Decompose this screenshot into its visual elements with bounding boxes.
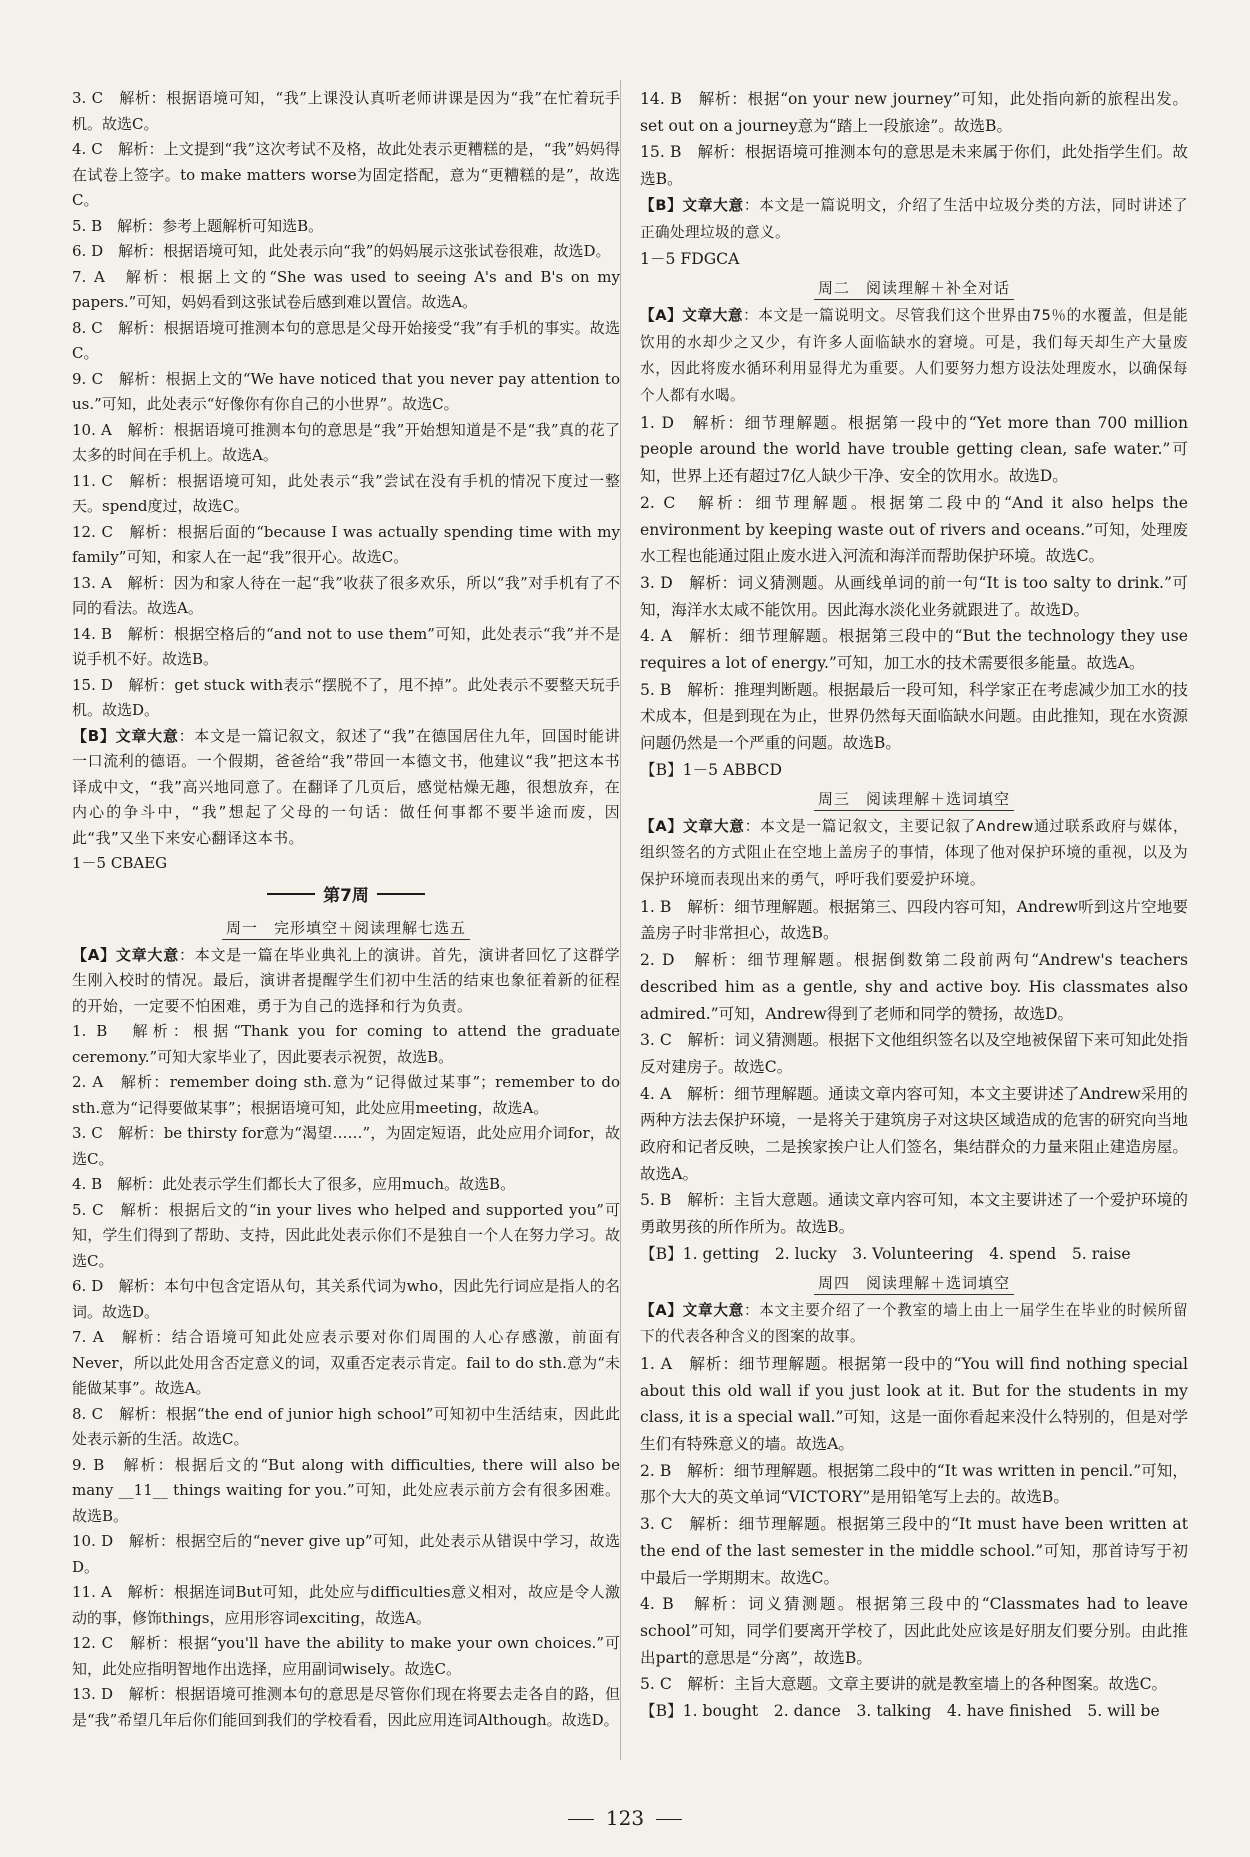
answer-item: 9. C 解析：根据上文的“We have noticed that you never pay attention to us.”可知，此处表示“好像你有你自己的小世界”。故选C。 (72, 369, 620, 413)
answer-item: 3. C 解析：词义猜测题。根据下文他组织签名以及空地被保留下来可知此处指反对建房子。故选C。 (640, 1031, 1188, 1076)
answer-item: 10. D 解析：根据空后的“never give up”可知，此处表示从错误中学习，故选D。 (72, 1532, 620, 1576)
answer-item: 2. C 解析：细节理解题。根据第二段中的“And it also helps the environment by keeping waste out of rivers and oceans.”可知，处理废水工程也能通过阻止废水进入河流和海洋而帮助保护环境。故选C。 (640, 493, 1188, 566)
answer-item: 11. A 解析：根据连词But可知，此处应与difficulties意义相对，故应是令人激动的事，修饰things，应用形容词exciting，故选A。 (72, 1583, 620, 1627)
answer-item: 9. B 解析：根据后文的“But along with difficulties, there will also be many __11__ things waiting for you.”可知，此处应表示前方会有很多困难。故选B。 (72, 1455, 620, 1525)
section-header-text: 周三 阅读理解＋选词填空 (814, 790, 1014, 811)
answer-item: 5. B 解析：推理判断题。根据最后一段可知，科学家正在考虑减少加工水的技术成本，但是到现在为止，世界仍然每天面临缺水问题。由此推知，现在水资源问题仍然是一个严重的问题。故选B。 (640, 680, 1188, 753)
page-footer (0, 1806, 1250, 1830)
title-rule (267, 893, 315, 895)
left-column (72, 86, 620, 1733)
answer-line: 1－5 CBAEG (72, 854, 168, 872)
answer-item: 1. B 解析：根据“Thank you for coming to attend the graduate ceremony.”可知大家毕业了，因此要表示祝贺，故选B。 (72, 1022, 620, 1066)
section-header (640, 273, 1188, 303)
answer-item: 3. C 解析：根据语境可知，“我”上课没认真听老师讲课是因为“我”在忙着玩手机。故选C。 (72, 89, 620, 133)
answers-block (72, 86, 620, 724)
footer-dash (656, 1819, 682, 1821)
answer-item: 1. B 解析：细节理解题。根据第三、四段内容可知，Andrew听到这片空地要盖房子时非常担心，故选B。 (640, 897, 1188, 943)
summary-text: ：本文是一篇记叙文，主要记叙了Andrew通过联系政府与媒体，组织签名的方式阻止在空地上盖房子的事情，体现了他对保护环境的重视，以及为保护环境而表现出来的勇气，呼吁我们要爱护环境。 (640, 817, 1188, 888)
answer-item: 14. B 解析：根据空格后的“and not to use them”可知，此处表示“我”并不是说手机不好。故选B。 (72, 624, 620, 668)
title-rule (377, 893, 425, 895)
answer-item: 7. A 解析：根据上文的“She was used to seeing A's and B's on my papers.”可知，妈妈看到这张试卷后感到难以置信。故选A。 (72, 267, 620, 311)
summary-paragraph (72, 724, 620, 852)
answer-item: 12. C 解析：根据后面的“because I was actually spending time with my family”可知，和家人在一起“我”很开心。故选C。 (72, 522, 620, 566)
footer-dash (568, 1819, 594, 1821)
answer-item: 15. B 解析：根据语境可推测本句的意思是未来属于你们，此处指学生们。故选B。 (640, 143, 1188, 189)
answer-line: 【B】1－5 ABBCD (640, 760, 782, 779)
summary-label: 【A】文章大意 (640, 1301, 744, 1319)
answer-item: 8. C 解析：根据“the end of junior high school”可知初中生活结束，因此此处表示新的生活。故选C。 (72, 1404, 620, 1448)
answer-item: 3. C 解析：细节理解题。根据第三段中的“It must have been written at the end of the last semester in the middle school.”可知，那首诗写于初中最后一学期期末。故选C。 (640, 1515, 1188, 1587)
answer-item: 3. C 解析：be thirsty for意为“渴望……”，为固定短语，此处应用介词for，故选C。 (72, 1124, 620, 1168)
answers-block (72, 1019, 620, 1733)
summary-label: 【B】文章大意 (640, 196, 744, 214)
week-title (72, 879, 620, 909)
answer-item: 13. D 解析：根据语境可推测本句的意思是尽管你们现在将要去走各自的路，但是“我”希望几年后你们能回到我们的学校看看，因此应用连词Although。故选D。 (72, 1685, 620, 1729)
section-header (72, 913, 620, 943)
column-divider (620, 80, 621, 1760)
answer-line: 1－5 FDGCA (640, 250, 740, 269)
summary-paragraph (640, 303, 1188, 410)
answer-item: 10. A 解析：根据语境可推测本句的意思是“我”开始想知道是不是“我”真的花了太多的时间在手机上。故选A。 (72, 420, 620, 464)
answer-item: 2. A 解析：remember doing sth.意为“记得做过某事”；remember to do sth.意为“记得要做某事”；根据语境可知，此处应用meeting，故选A。 (72, 1073, 620, 1117)
answers-block (640, 1351, 1188, 1698)
answer-item: 1. D 解析：细节理解题。根据第一段中的“Yet more than 700 million people around the world have trouble getting clean, safe water.”可知，世界上还有超过7亿人缺少干净、安全的饮用水。故选D。 (640, 413, 1188, 486)
answers-block (640, 86, 1188, 193)
section-header-text: 周一 完形填空＋阅读理解七选五 (222, 919, 470, 940)
answer-item: 4. A 解析：细节理解题。根据第三段中的“But the technology they use requires a lot of energy.”可知，加工水的技术需要很多能量。故选A。 (640, 627, 1188, 673)
page-number: 123 (605, 1806, 645, 1830)
summary-paragraph (72, 943, 620, 1020)
summary-text: ：本文是一篇在毕业典礼上的演讲。首先，演讲者回忆了这群学生刚入校时的情况。最后，演讲者提醒学生们初中生活的结束也象征着新的征程的开始，一定要不怕困难，勇于为自己的选择和行为负责。 (72, 945, 620, 1015)
summary-label: 【A】文章大意 (72, 945, 179, 964)
answers-block (640, 894, 1188, 1241)
answer-item: 4. B 解析：词义猜测题。根据第三段中的“Classmates had to leave school”可知，同学们要离开学校了，因此此处应该是好朋友们要分别。由此推出part的意思是“分离”，故选B。 (640, 1595, 1188, 1667)
answer-item: 4. A 解析：细节理解题。通读文章内容可知，本文主要讲述了Andrew采用的两种方法去保护环境，一是将关于建筑房子对这块区域造成的危害的研究向当地政府和记者反映，二是挨家挨户让人们签名，集结群众的力量来阻止建造房屋。故选A。 (640, 1084, 1188, 1183)
answers-block (640, 410, 1188, 757)
answer-item: 11. C 解析：根据语境可知，此处表示“我”尝试在没有手机的情况下度过一整天。spend度过，故选C。 (72, 471, 620, 515)
summary-text: ：本文是一篇记叙文，叙述了“我”在德国居住九年，回国时能讲一口流利的德语。一个假期，爸爸给“我”带回一本德文书，他建议“我”把这本书译成中文，“我”高兴地同意了。在翻译了几页后，感觉枯燥无趣，很想放弃，在内心的争斗中，“我”想起了父母的一句话：做任何事都不要半途而废，因此“我”又坐下来安心翻译这本书。 (72, 726, 620, 847)
summary-label: 【A】文章大意 (640, 306, 744, 324)
answer-item: 3. D 解析：词义猜测题。从画线单词的前一句“It is too salty to drink.”可知，海洋水太咸不能饮用。因此海水淡化业务就跟进了。故选D。 (640, 573, 1188, 619)
answer-item: 1. A 解析：细节理解题。根据第一段中的“You will find nothing special about this old wall if you just look at it. But for the students in my class, it is a special wall.”可知，这是一面你看起来没什么特别的，但是对学生们有特殊意义的墙。故选A。 (640, 1354, 1188, 1454)
summary-text: ：本文是一篇说明文，介绍了生活中垃圾分类的方法，同时讲述了正确处理垃圾的意义。 (640, 196, 1188, 241)
answer-item: 6. D 解析：根据语境可知，此处表示向“我”的妈妈展示这张试卷很难，故选D。 (72, 242, 611, 260)
answer-item: 8. C 解析：根据语境可推测本句的意思是父母开始接受“我”有手机的事实。故选C。 (72, 318, 620, 362)
summary-label: 【B】文章大意 (72, 726, 179, 745)
summary-text: ：本文主要介绍了一个教室的墙上由上一届学生在毕业的时候所留下的代表各种含义的图案的故事。 (640, 1301, 1188, 1346)
section-header-text: 周四 阅读理解＋选词填空 (814, 1274, 1014, 1295)
answer-line: 【B】1. bought 2. dance 3. talking 4. have finished 5. will be (640, 1702, 1160, 1721)
right-column (640, 86, 1188, 1725)
answer-item: 5. C 解析：主旨大意题。文章主要讲的就是教室墙上的各种图案。故选C。 (640, 1675, 1168, 1694)
answer-item: 2. B 解析：细节理解题。根据第二段中的“It was written in pencil.”可知，那个大大的英文单词“VICTORY”是用铅笔写上去的。故选B。 (640, 1461, 1188, 1507)
section-header-text: 周二 阅读理解＋补全对话 (814, 279, 1014, 300)
answer-item: 13. A 解析：因为和家人待在一起“我”收获了很多欢乐，所以“我”对手机有了不同的看法。故选A。 (72, 573, 620, 617)
answer-item: 12. C 解析：根据“you'll have the ability to make your own choices.”可知，此处应指明智地作出选择，应用副词wisely。故选C。 (72, 1634, 620, 1678)
summary-paragraph (640, 193, 1188, 246)
answer-item: 4. B 解析：此处表示学生们都长大了很多，应用much。故选B。 (72, 1175, 516, 1193)
answer-item: 5. B 解析：主旨大意题。通读文章内容可知，本文主要讲述了一个爱护环境的勇敢男孩的所作所为。故选B。 (640, 1191, 1188, 1237)
week-title-text: 第7周 (323, 886, 369, 906)
answer-item: 5. C 解析：根据后文的“in your lives who helped and supported you”可知，学生们得到了帮助、支持，因此此处表示你们不是独自一个人在努力学习。故选C。 (72, 1200, 620, 1270)
answer-item: 4. C 解析：上文提到“我”这次考试不及格，故此处表示更糟糕的是，“我”妈妈得在试卷上签字。to make matters worse为固定搭配，意为“更糟糕的是”，故选C。 (72, 140, 620, 209)
section-header (640, 1268, 1188, 1298)
summary-paragraph (640, 1298, 1188, 1351)
summary-label: 【A】文章大意 (640, 817, 745, 835)
answer-item: 2. D 解析：细节理解题。根据倒数第二段前两句“Andrew's teachers described him as a gentle, shy and active boy. His classmates also admired.”可知，Andrew得到了老师和同学的赞扬，故选D。 (640, 951, 1188, 1023)
answer-item: 14. B 解析：根据“on your new journey”可知，此处指向新的旅程出发。set out on a journey意为“踏上一段旅途”。故选B。 (640, 90, 1188, 135)
answer-item: 6. D 解析：本句中包含定语从句，其关系代词为who，因此先行词应是指人的名词。故选D。 (72, 1277, 620, 1321)
answer-line: 【B】1. getting 2. lucky 3. Volunteering 4. spend 5. raise (640, 1244, 1131, 1263)
summary-text: ：本文是一篇说明文。尽管我们这个世界由75％的水覆盖，但是能饮用的水却少之又少，有许多人面临缺水的窘境。可是，我们每天却生产大量废水，因此将废水循环利用显得尤为重要。人们要努力想方设法处理废水，以确保每个人都有水喝。 (640, 306, 1188, 405)
answer-item: 7. A 解析：结合语境可知此处应表示要对你们周围的人心存感激，前面有Never，所以此处用含否定意义的词，双重否定表示肯定。fail to do sth.意为“未能做某事”。故选A。 (72, 1328, 620, 1397)
summary-paragraph (640, 814, 1188, 894)
section-header (640, 784, 1188, 814)
answer-item: 15. D 解析：get stuck with表示“摆脱不了，甩不掉”。此处表示不要整天玩手机。故选D。 (72, 675, 620, 719)
answer-item: 5. B 解析：参考上题解析可知选B。 (72, 216, 324, 235)
